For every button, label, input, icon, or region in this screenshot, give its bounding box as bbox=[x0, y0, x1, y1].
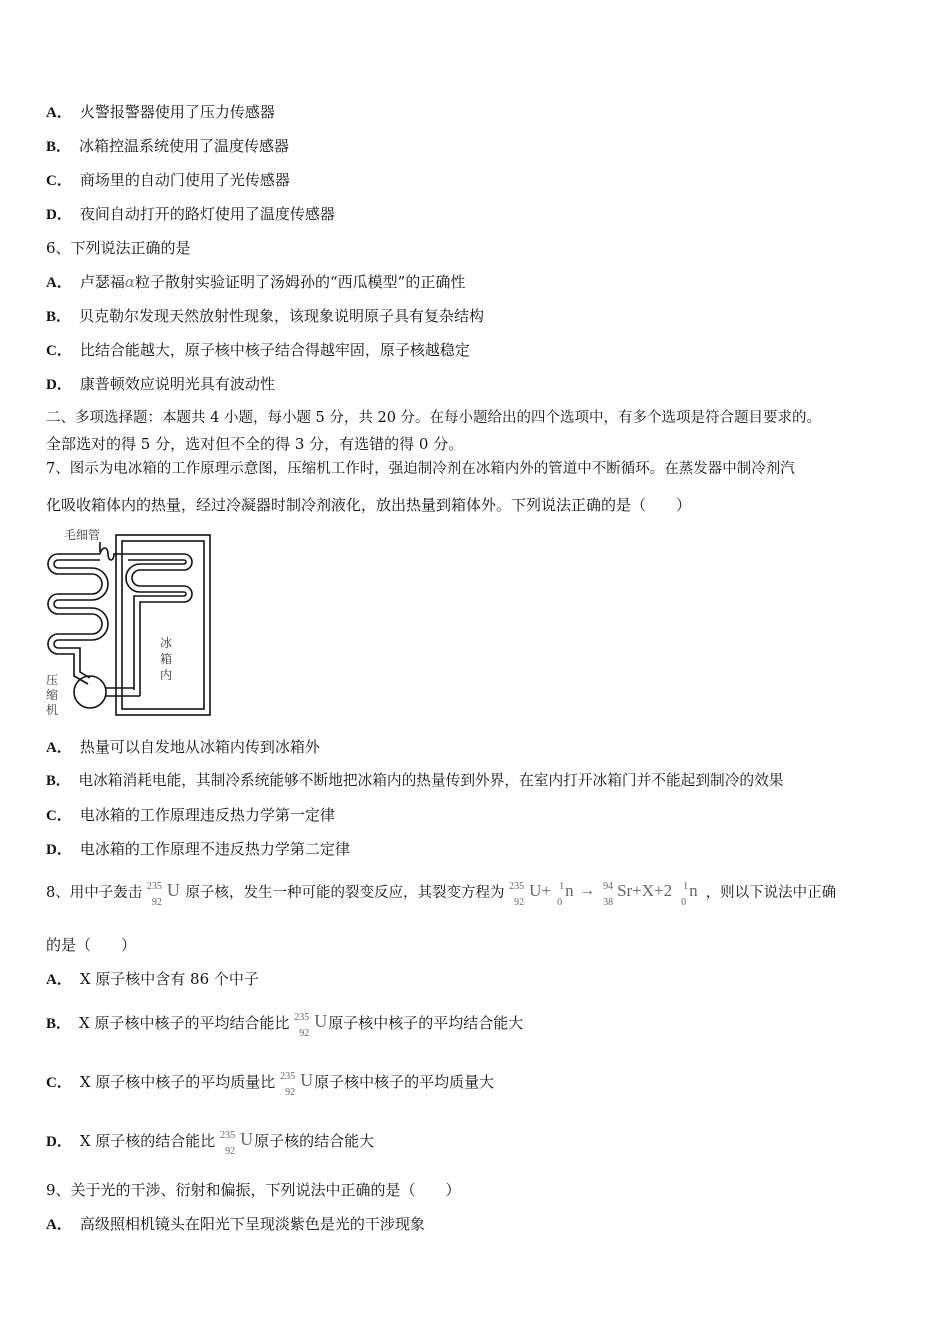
q5-option-d: D． 夜间自动打开的路灯使用了温度传感器 bbox=[46, 205, 335, 223]
u235-nuclide: 235 92 U bbox=[280, 1070, 314, 1098]
q8-option-d: D． X 原子核的结合能比 235 92 U 原子核的结合能大 bbox=[46, 1129, 375, 1157]
capillary-tube bbox=[100, 548, 128, 560]
q5-option-a: A． 火警报警器使用了压力传感器 bbox=[46, 103, 275, 121]
q7-stem-line2: 化吸收箱体内的热量，经过冷凝器时制冷剂液化，放出热量到箱体外。下列说法正确的是（ ） bbox=[46, 496, 692, 514]
u235-nuclide: 235 92 U bbox=[146, 880, 180, 908]
q8-stem-line1: 8、用中子轰击 235 92 U 原子核，发生一种可能的裂变反应，其裂变方程为 235 92 U+ 1 0 n → 94 38 Sr+X+2 1 0 n ，则以下说法中正确 bbox=[46, 880, 837, 908]
evaporator-coil-inner bbox=[126, 560, 186, 690]
fridge-diagram bbox=[44, 526, 216, 718]
fridge-inside-char-3: 内 bbox=[160, 668, 173, 682]
q8-stem-line2: 的是（ ） bbox=[46, 936, 137, 954]
q6-option-b: B． 贝克勒尔发现天然放射性现象，该现象说明原子具有复杂结构 bbox=[46, 307, 485, 325]
fridge-diagram-svg bbox=[44, 526, 216, 718]
q6-option-d: D． 康普顿效应说明光具有波动性 bbox=[46, 375, 275, 393]
q6-option-c: C． 比结合能越大，原子核中核子结合得越牢固，原子核越稳定 bbox=[46, 341, 470, 359]
compressor bbox=[74, 676, 106, 708]
capillary-label: 毛细管 bbox=[64, 528, 101, 542]
q6-stem: 6、下列说法正确的是 bbox=[46, 239, 191, 257]
fridge-inside-char-1: 冰 bbox=[160, 636, 173, 650]
fridge-inside-char-2: 箱 bbox=[160, 652, 173, 666]
compressor-char-2: 缩 bbox=[46, 688, 59, 702]
u235-nuclide: 235 92 U bbox=[220, 1129, 254, 1157]
condenser-coil-outer bbox=[48, 554, 102, 684]
u235-nuclide: 235 92 U bbox=[294, 1011, 328, 1039]
q6-option-a: A． 卢瑟福α粒子散射实验证明了汤姆孙的“西瓜模型”的正确性 bbox=[46, 273, 466, 291]
compressor-char-3: 机 bbox=[46, 703, 59, 717]
q7-option-a: A． 热量可以自发地从冰箱内传到冰箱外 bbox=[46, 738, 320, 756]
q5-option-b: B． 冰箱控温系统使用了温度传感器 bbox=[46, 137, 290, 155]
q8-option-a: A． X 原子核中含有 86 个中子 bbox=[46, 970, 259, 988]
fission-equation: 235 92 U+ 1 0 n → 94 38 Sr+X+2 1 0 n bbox=[509, 881, 698, 908]
q8-option-c: C． X 原子核中核子的平均质量比 235 92 U 原子核中核子的平均质量大 bbox=[46, 1070, 495, 1098]
q8-option-b: B． X 原子核中核子的平均结合能比 235 92 U 原子核中核子的平均结合能大 bbox=[46, 1011, 524, 1039]
section2-line2: 全部选对的得 5 分，选对但不全的得 3 分，有选错的得 0 分。 bbox=[46, 435, 464, 453]
q7-option-b: B． 电冰箱消耗电能，其制冷系统能够不断地把冰箱内的热量传到外界，在室内打开冰箱门并不能起到制冷的效果 bbox=[46, 772, 784, 789]
compressor-pipes bbox=[106, 688, 140, 696]
section2-line1: 二、多项选择题：本题共 4 小题，每小题 5 分，共 20 分。在每小题给出的四个选项中，有多个选项是符合题目要求的。 bbox=[46, 410, 822, 426]
q7-option-d: D． 电冰箱的工作原理不违反热力学第二定律 bbox=[46, 840, 350, 858]
compressor-char-1: 压 bbox=[46, 673, 59, 687]
q7-stem-line1: 7、图示为电冰箱的工作原理示意图，压缩机工作时，强迫制冷剂在冰箱内外的管道中不断循环。在蒸发器中制冷剂汽 bbox=[46, 461, 795, 477]
q9-option-a: A． 高级照相机镜头在阳光下呈现淡紫色是光的干涉现象 bbox=[46, 1215, 425, 1233]
q7-option-c: C． 电冰箱的工作原理违反热力学第一定律 bbox=[46, 806, 335, 824]
q5-option-c: C． 商场里的自动门使用了光传感器 bbox=[46, 171, 290, 189]
q9-stem: 9、关于光的干涉、衍射和偏振，下列说法中正确的是（ ） bbox=[46, 1181, 461, 1199]
